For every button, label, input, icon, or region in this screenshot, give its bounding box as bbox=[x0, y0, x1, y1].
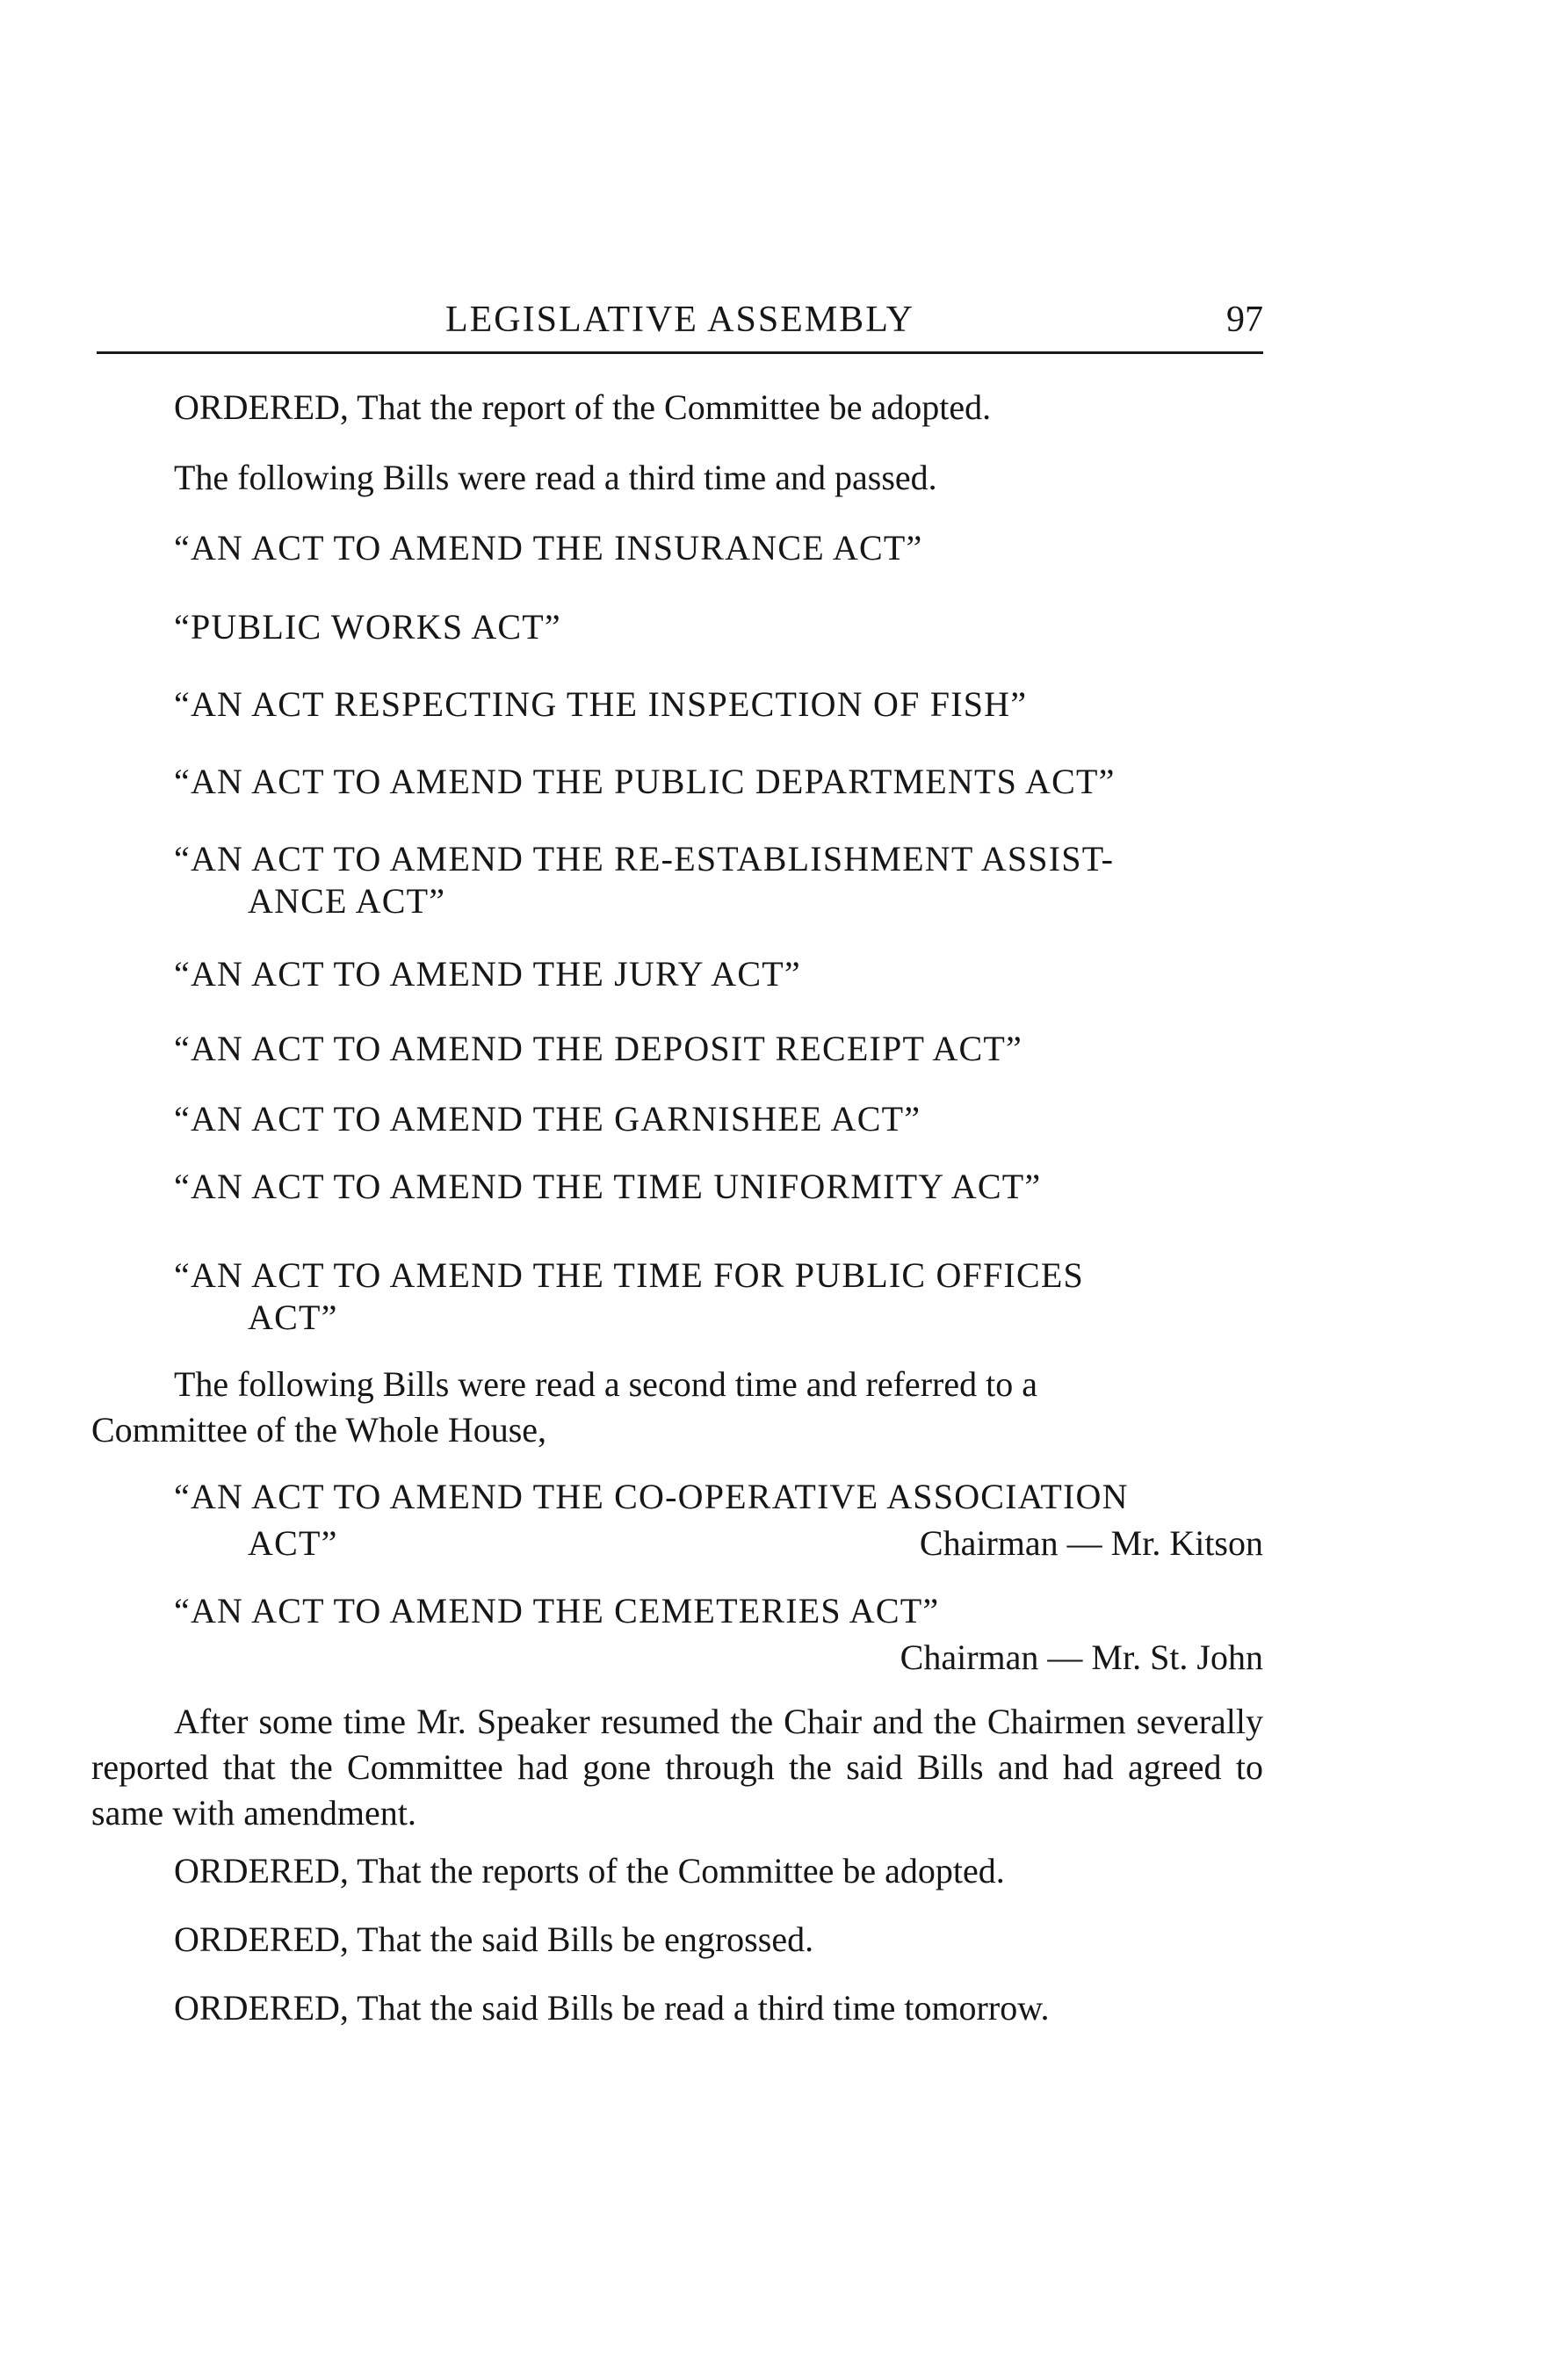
page-header bbox=[97, 290, 1263, 354]
bill-title: “AN ACT TO AMEND THE PUBLIC DEPARTMENTS ACT” bbox=[174, 762, 1116, 801]
bill-title: “PUBLIC WORKS ACT” bbox=[174, 607, 561, 647]
committee-chairman: Chairman — Mr. Kitson bbox=[919, 1523, 1263, 1563]
ordered-reports-adopted: ORDERED, That the reports of the Committee be adopted. bbox=[174, 1851, 1005, 1890]
ordered-report-adopted: ORDERED, That the report of the Committee be adopted. bbox=[174, 387, 992, 427]
bill-title: “AN ACT TO AMEND THE GARNISHEE ACT” bbox=[174, 1099, 921, 1139]
second-reading-intro-line1: The following Bills were read a second time and referred to a bbox=[174, 1364, 1037, 1404]
running-title: LEGISLATIVE ASSEMBLY bbox=[445, 300, 914, 340]
committee-chairman: Chairman — Mr. St. John bbox=[900, 1637, 1263, 1677]
bill-title: “AN ACT TO AMEND THE INSURANCE ACT” bbox=[174, 528, 923, 568]
ordered-third-reading: ORDERED, That the said Bills be read a third time tomorrow. bbox=[174, 1988, 1050, 2028]
bill-title: “AN ACT TO AMEND THE TIME FOR PUBLIC OFFICES bbox=[174, 1255, 1084, 1295]
third-reading-intro: The following Bills were read a third time and passed. bbox=[174, 458, 937, 497]
bill-title: “AN ACT TO AMEND THE RE-ESTABLISHMENT ASSIST- bbox=[174, 839, 1115, 878]
committee-bill-title-continued: ACT” bbox=[248, 1523, 338, 1563]
committee-bill-title: “AN ACT TO AMEND THE CO-OPERATIVE ASSOCIATION bbox=[174, 1477, 1129, 1516]
bill-title: “AN ACT TO AMEND THE DEPOSIT RECEIPT ACT” bbox=[174, 1029, 1022, 1068]
bill-title-continued: ACT” bbox=[248, 1298, 338, 1337]
bill-title: “AN ACT TO AMEND THE TIME UNIFORMITY ACT” bbox=[174, 1167, 1042, 1206]
page-number: 97 bbox=[1226, 300, 1263, 340]
committee-report-paragraph: After some time Mr. Speaker resumed the Chair and the Chairmen severally reported that the Committee had gone through the said Bills and had agreed to same with amendment. bbox=[91, 1702, 1263, 1833]
bill-title-continued: ANCE ACT” bbox=[248, 881, 446, 921]
ordered-engrossed: ORDERED, That the said Bills be engrossed. bbox=[174, 1919, 814, 1959]
second-reading-intro-line2: Committee of the Whole House, bbox=[91, 1410, 547, 1449]
committee-bill-title: “AN ACT TO AMEND THE CEMETERIES ACT” bbox=[174, 1591, 940, 1630]
bill-title: “AN ACT TO AMEND THE JURY ACT” bbox=[174, 954, 801, 994]
bill-title: “AN ACT RESPECTING THE INSPECTION OF FISH” bbox=[174, 684, 1028, 724]
